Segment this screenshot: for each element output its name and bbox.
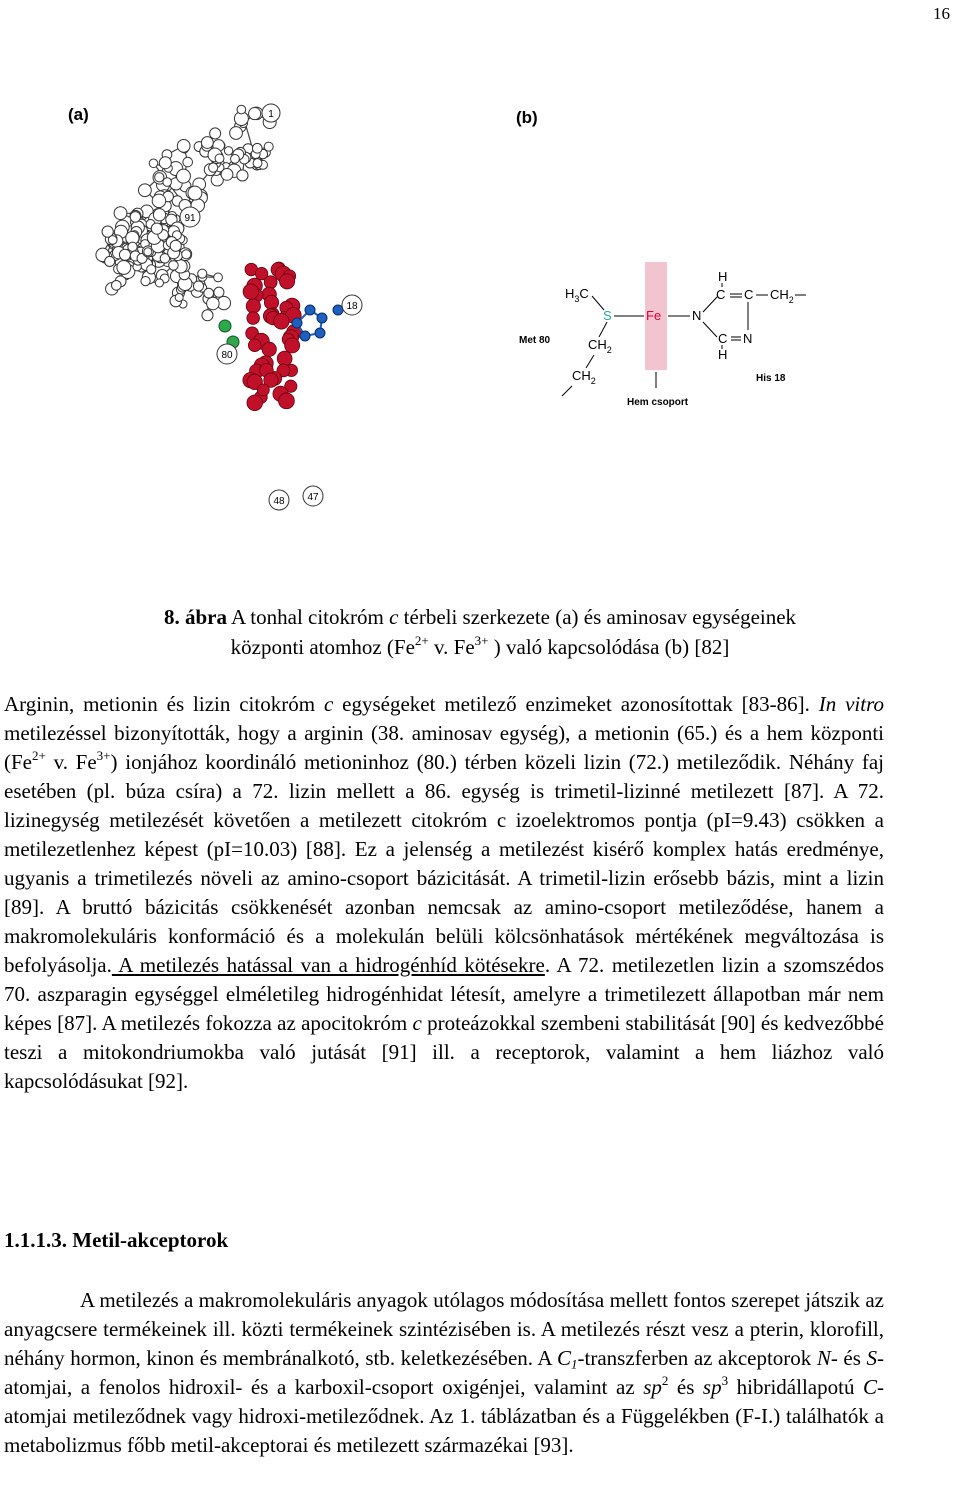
backbone-atom: [207, 297, 220, 310]
c-mid-label: C: [744, 287, 754, 302]
heme-atom: [264, 295, 278, 309]
backbone-atom: [163, 178, 172, 187]
ch2-a-label: $CH_2$: [588, 337, 612, 355]
heme-atom: [243, 284, 258, 299]
backbone-atom: [153, 209, 165, 221]
caption-text: v. Fe: [428, 635, 475, 659]
residue-label-80: 80: [221, 350, 233, 361]
his-atom: [315, 328, 325, 338]
backbone-atom: [209, 163, 218, 172]
c-top-label: C: [716, 287, 726, 302]
caption-text: A tonhal citokróm: [226, 605, 390, 629]
fe-label: Fe: [646, 308, 662, 323]
panel-a-label: (a): [68, 105, 89, 124]
his-atom: [300, 331, 310, 341]
heme-atom: [279, 274, 294, 289]
backbone-atom: [182, 250, 191, 259]
backbone-atom: [214, 273, 223, 282]
caption-superscript: 3+: [474, 632, 489, 648]
text-run: -atomjai, a fenolos hidroxil- és a karboxil-csoport oxigénjei, valamint az: [4, 1346, 884, 1399]
text-run: egységeket metilező enzimeket azonosítottak [83-86].: [333, 692, 819, 716]
heme-atom: [248, 339, 261, 352]
heme-atom: [246, 299, 260, 313]
his18-label: His 18: [756, 373, 786, 384]
n1-label: N: [692, 308, 702, 323]
backbone-atom: [152, 194, 166, 208]
backbone-atom: [249, 108, 261, 120]
text-superscript: 2: [661, 1372, 669, 1388]
page-number: 16: [933, 4, 950, 23]
heme-atom: [262, 342, 276, 356]
heme-atom: [274, 314, 290, 330]
caption-text: ) való kapcsolódása (b) [82]: [488, 635, 730, 659]
paragraph-methyl-acceptors: [4, 1286, 884, 1460]
backbone-atom: [130, 212, 140, 222]
text-italic: C: [862, 1375, 877, 1399]
backbone-atom: [237, 170, 248, 181]
residue-label-1: 1: [268, 109, 274, 120]
text-superscript: 3: [721, 1372, 729, 1388]
text-run: -atomjai metileződnek vagy hidroxi-metileződnek. Az 1. táblázatban és a Függelékben (F-I.) találhatók a metabolizmus főbb metil-akceptorai és metilezett származékai [93].: [4, 1375, 884, 1457]
paragraph-methylation-cytochrome: [4, 690, 884, 1096]
backbone-atom: [264, 142, 273, 151]
backbone-atom: [198, 269, 207, 278]
caption-superscript: 2+: [414, 632, 429, 648]
his-atom: [333, 305, 343, 315]
residue-label-18: 18: [346, 301, 358, 312]
ch2-right-label: $CH_2$: [770, 287, 794, 305]
backbone-atom: [252, 143, 262, 153]
figure-graphic: [0, 0, 960, 560]
backbone-atom: [177, 140, 190, 153]
text-run: A metilezés a makromolekuláris anyagok utólagos módosítása mellett fontos szerepet játszik az anyagcsere termékeinek ill. közti termékeinek szintézisében is. A metilezés részt vesz a pterin, klorofill, néhány hormon, kinon és membránalkotó, stb. keletkezésében. A: [4, 1288, 884, 1370]
heme-atom: [257, 384, 269, 396]
figure-8: [0, 0, 960, 560]
heme-atom: [247, 395, 263, 411]
residue-label-47: 47: [307, 492, 319, 503]
text-italic: S: [866, 1346, 877, 1370]
text-italic: c: [323, 692, 334, 716]
h-top-label: H: [718, 269, 728, 284]
backbone-atom: [119, 249, 130, 260]
text-italic: sp: [702, 1375, 722, 1399]
text-run: hibridállapotú: [728, 1375, 863, 1399]
text-superscript: 2+: [32, 747, 46, 763]
text-run: - és: [830, 1346, 867, 1370]
text-run: és: [668, 1375, 703, 1399]
backbone-atom: [108, 236, 117, 245]
backbone-atom: [147, 265, 156, 274]
text-italic: N: [816, 1346, 831, 1370]
residue-label-91: 91: [184, 213, 196, 224]
backbone-atom: [175, 293, 183, 301]
residue-label-48: 48: [273, 496, 285, 507]
text-run: ) ionjához koordináló metioninhoz (80.) térben közeli lizin (72.) metileződik. Néhány faj esetében (pl. búza csíra) a 72. lizin mellett a 86. egység is trimetil-lizinné metilezett [87]. A 72. lizinegység metilezését követően a metilezett citokróm c izoelektromos pontja (pI=9.43) csökken a metilezetlenhez képest (pI=10.03) [88]. Ez a jelenség a metilezést kisérő komplex hatás eredménye, ugyanis a trimetilezés növeli az amino-csoport bázicitását. A trimetil-lizin erősebb bázis, mint a lizin [89]. A bruttó bázicitás csökkenését azonban nemcsak az amino-csoport metileződése, hanem a makromolekuláris konformáció és a molekulán belüli kölcsönhatások mértékének megváltozása is befolyásolja.: [4, 750, 885, 977]
text-italic: In vitro: [818, 692, 884, 716]
backbone-atom: [253, 159, 262, 168]
backbone-atom: [155, 173, 164, 182]
section-heading: 1.1.1.3. Metil-akceptorok: [4, 1228, 229, 1252]
backbone-atom: [149, 159, 158, 168]
backbone-atom: [183, 157, 193, 167]
backbone-atom: [202, 310, 213, 321]
backbone-atom: [204, 288, 214, 298]
backbone-atom: [155, 279, 163, 287]
backbone-atom: [215, 154, 224, 163]
backbone-atom: [170, 240, 181, 251]
backbone-atom: [151, 223, 162, 234]
backbone-atom: [221, 168, 233, 180]
backbone-atom: [111, 280, 121, 290]
text-superscript: 3+: [96, 747, 111, 763]
n2-label: N: [743, 331, 753, 346]
h-bottom-label: H: [718, 347, 728, 362]
backbone-atom: [237, 105, 246, 114]
text-run: Arginin, metionin és lizin citokróm: [4, 692, 324, 716]
backbone-atom: [105, 256, 115, 266]
panel-b-label: (b): [516, 108, 538, 127]
heme-atom: [247, 312, 260, 325]
backbone-atom: [231, 154, 240, 163]
his-atom: [317, 313, 327, 323]
met-atom: [219, 320, 231, 332]
backbone-atom: [224, 147, 232, 155]
text-italic: sp: [643, 1375, 662, 1399]
backbone-atom: [159, 157, 171, 169]
sulfur-label: S: [603, 308, 612, 323]
backbone-atom: [114, 207, 127, 220]
ch2-b-label: $CH_2$: [572, 368, 596, 386]
text-italic: c: [412, 1011, 422, 1035]
caption-label: 8. ábra: [163, 605, 227, 629]
backbone-atom: [214, 287, 224, 297]
hem-csoport-label: Hem csoport: [627, 397, 689, 408]
backbone-atom: [141, 276, 150, 285]
text-run: proteázokkal szembeni stabilitását [90] és kedvezőbbé teszi a mitokondriumokba való jutását [91] ill. a receptorok, valamint a hem liázhoz való kapcsolódásukat [92].: [4, 1011, 884, 1093]
backbone-atom: [188, 186, 202, 200]
figure-caption: [0, 602, 960, 662]
text-run: v. Fe: [45, 750, 97, 774]
coordination-diagram: [519, 262, 806, 408]
backbone-atom: [144, 248, 152, 256]
his-atom: [305, 305, 315, 315]
backbone-atom: [117, 261, 131, 275]
text-underlined: A metilezés hatással van a hidrogénhíd kötésekre: [111, 953, 545, 977]
text-run: metilezéssel bizonyították, hogy a arginin (38. aminosav egység), a metionin (65.) és a hem központi (Fe: [4, 721, 884, 774]
backbone-atom: [193, 281, 203, 291]
text-run: . A 72. metilezetlen lizin a szomszédos 70. aszparagin egységgel elméletileg hidrogénhidat létesít, amelyre a trimetilezett állapotban már nem képes [87]. A metilezés fokozza az apocitokróm: [4, 953, 884, 1035]
heme-atom: [279, 393, 295, 409]
met80-label: Met 80: [519, 335, 551, 346]
h3c-label: $H_3C$: [565, 286, 589, 304]
caption-italic-c: c: [389, 605, 399, 629]
backbone-atom: [201, 137, 213, 149]
text-subscript: 1: [570, 1356, 578, 1372]
heme-atom: [285, 338, 300, 353]
backbone-atom: [128, 242, 137, 251]
c-ring-label: C: [718, 331, 728, 346]
backbone-atom: [210, 128, 221, 139]
backbone-atom: [230, 127, 243, 140]
backbone-atom: [139, 184, 152, 197]
caption-line-1: [0, 602, 960, 632]
heme-group: [243, 262, 302, 411]
backbone-atom: [177, 169, 191, 183]
caption-text: központi atomhoz (Fe: [230, 635, 415, 659]
heme-atom: [264, 276, 277, 289]
text-run: -transzferben az akceptorok: [577, 1346, 817, 1370]
backbone-atom: [169, 261, 179, 271]
his-atom: [292, 318, 302, 328]
caption-text: térbeli szerkezete (a) és aminosav egységeinek: [398, 605, 797, 629]
text-italic: C: [556, 1346, 571, 1370]
caption-line-2: [0, 632, 960, 662]
